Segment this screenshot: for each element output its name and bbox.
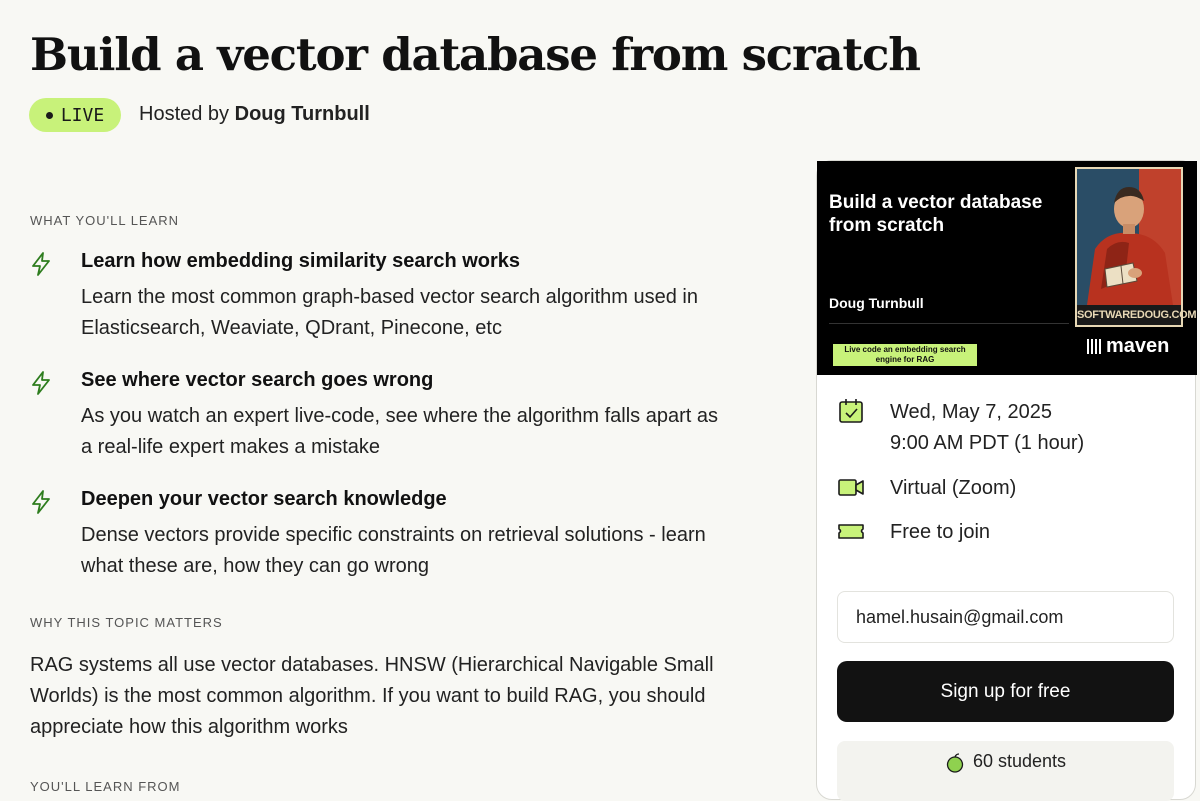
section-label-learn: WHAT YOU'LL LEARN xyxy=(30,213,180,228)
banner-title: Build a vector database from scratch xyxy=(829,192,1043,236)
learn-item-title: Deepen your vector search knowledge xyxy=(81,488,447,510)
host-portrait-image xyxy=(1075,167,1197,327)
learn-item-description: Learn the most common graph-based vector search algorithm used in Elasticsearch, Weaviate, QDrant, Pinecone, etc xyxy=(81,286,698,339)
learn-item-description: Dense vectors provide specific constraints on retrieval solutions - learn what these are, how they can go wrong xyxy=(81,524,706,577)
event-time: 9:00 AM PDT (1 hour) xyxy=(890,432,1085,454)
maven-logo-icon xyxy=(1087,339,1101,354)
event-location-row xyxy=(837,473,1016,504)
live-badge xyxy=(29,98,121,132)
bolt-icon xyxy=(30,490,52,514)
live-label: LIVE xyxy=(60,104,105,126)
learn-item-description: As you watch an expert live-code, see where the algorithm falls apart as a real-life expert makes a mistake xyxy=(81,405,718,458)
event-date-row xyxy=(837,397,1084,459)
event-date: Wed, May 7, 2025 xyxy=(890,401,1052,423)
event-banner xyxy=(817,161,1197,375)
learn-item-title: Learn how embedding similarity search works xyxy=(81,250,521,272)
banner-host: Doug Turnbull xyxy=(829,295,924,311)
maven-logo-text: maven xyxy=(1106,335,1170,357)
learn-item-title: See where vector search goes wrong xyxy=(81,369,434,391)
portrait-caption: SOFTWAREDOUG.COM xyxy=(1077,305,1181,325)
students-label: 60 students xyxy=(972,751,1067,771)
email-field[interactable] xyxy=(837,591,1174,643)
banner-tag: Live code an embedding search engine for RAG xyxy=(833,344,977,366)
section-label-learn-from: YOU'LL LEARN FROM xyxy=(30,779,181,794)
section-label-why: WHY THIS TOPIC MATTERS xyxy=(30,615,223,630)
calendar-icon xyxy=(837,397,865,425)
event-datetime xyxy=(890,397,1084,459)
live-dot-icon xyxy=(46,112,53,119)
page-title: Build a vector database from scratch xyxy=(30,28,920,81)
video-camera-icon xyxy=(837,473,865,501)
banner-divider xyxy=(829,323,1069,324)
hosted-prefix: Hosted by xyxy=(139,103,230,125)
host-name[interactable]: Doug Turnbull xyxy=(234,103,370,125)
students-count xyxy=(837,741,1174,801)
event-card xyxy=(816,160,1196,800)
event-price: Free to join xyxy=(890,521,991,543)
event-price-row xyxy=(837,517,990,548)
portrait-illustration xyxy=(1077,169,1181,305)
apple-icon xyxy=(945,753,965,773)
event-location: Virtual (Zoom) xyxy=(890,477,1017,499)
ticket-icon xyxy=(837,517,865,545)
why-topic-text: RAG systems all use vector databases. HNSW (Hierarchical Navigable Small Worlds) is the most common algorithm. If you want to build RAG, you should appreciate how this algorithm works xyxy=(30,654,714,738)
bolt-icon xyxy=(30,371,52,395)
maven-logo xyxy=(1087,335,1169,358)
bolt-icon xyxy=(30,252,52,276)
hosted-by xyxy=(139,103,370,126)
signup-button[interactable]: Sign up for free xyxy=(837,661,1174,722)
